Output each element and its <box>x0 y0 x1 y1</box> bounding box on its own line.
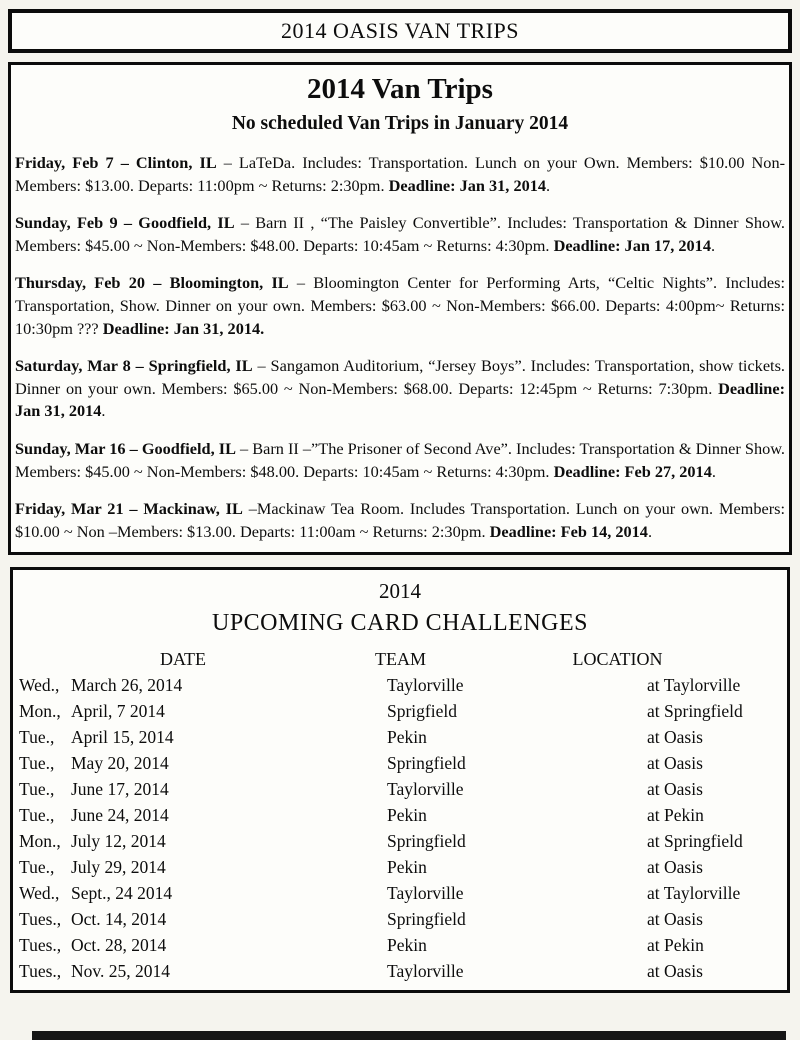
cell-date: Sept., 24 2014 <box>71 882 173 903</box>
cell-location: at Springfield <box>647 830 743 851</box>
table-row <box>13 958 787 984</box>
cell-team: Pekin <box>387 856 427 877</box>
trip-entry <box>15 152 785 197</box>
trip-deadline: Deadline: Feb 14, 2014 <box>489 521 648 541</box>
cell-date: March 26, 2014 <box>71 674 183 695</box>
trip-tail: . <box>647 521 653 541</box>
cell-date: June 17, 2014 <box>71 778 169 799</box>
cell-date: Oct. 14, 2014 <box>71 908 167 929</box>
cell-team: Springfield <box>387 908 466 929</box>
card-challenges-section <box>10 567 790 993</box>
card-challenges-year: 2014 <box>379 579 421 604</box>
trip-entry <box>15 272 785 340</box>
cell-location: at Oasis <box>647 752 703 773</box>
cell-day: Tue., <box>19 726 55 747</box>
trip-entry <box>15 355 785 423</box>
cell-team: Pekin <box>387 804 427 825</box>
cell-date: Oct. 28, 2014 <box>71 934 167 955</box>
trip-tail: . <box>710 235 716 255</box>
van-trips-title: 2014 Van Trips <box>307 73 493 105</box>
cell-team: Springfield <box>387 752 466 773</box>
trip-entry <box>15 438 785 483</box>
page-banner <box>8 9 792 53</box>
cell-date: July 29, 2014 <box>71 856 166 877</box>
card-challenges-rows <box>13 672 787 984</box>
cut-off-next-box-top-border <box>32 1031 786 1040</box>
cell-team: Taylorville <box>387 882 464 903</box>
van-trips-subtitle: No scheduled Van Trips in January 2014 <box>231 113 569 134</box>
trip-lead: Saturday, Mar 8 – Springfield, IL <box>15 356 253 376</box>
trip-lead: Sunday, Feb 9 – Goodfield, IL <box>15 213 235 233</box>
trip-body: – LaTeDa. Includes: Transportation. Lunch on your Own. Members: $10.00 Non-Members: $13.00. Departs: 11:00pm ~ Returns: 2:30pm. <box>15 153 786 195</box>
cell-team: Taylorville <box>387 960 464 981</box>
trip-deadline: Deadline: Jan 31, 2014 <box>15 378 785 421</box>
cell-day: Tue., <box>19 752 55 773</box>
banner-title: 2014 OASIS VAN TRIPS <box>280 18 519 43</box>
table-row <box>13 724 787 750</box>
cell-location: at Oasis <box>647 908 703 929</box>
cell-location: at Pekin <box>647 804 704 825</box>
cell-location: at Oasis <box>647 778 703 799</box>
cell-location: at Oasis <box>647 960 703 981</box>
cell-day: Wed., <box>19 674 60 695</box>
cell-location: at Pekin <box>647 934 704 955</box>
trip-body: – Barn II , “The Paisley Convertible”. Includes: Transportation & Dinner Show. Members: $45.00 ~ Non-Members: $48.00. Departs: 10:45am ~ Returns: 4:30pm. <box>15 213 785 255</box>
table-row <box>13 802 787 828</box>
trip-entry <box>15 212 785 257</box>
cell-day: Mon., <box>19 830 61 851</box>
cell-date: April 15, 2014 <box>71 726 174 747</box>
cell-day: Tue., <box>19 804 55 825</box>
cell-date: May 20, 2014 <box>71 752 169 773</box>
cell-day: Wed., <box>19 882 60 903</box>
column-header-team: TEAM <box>375 648 426 669</box>
trip-body: – Bloomington Center for Performing Arts, “Celtic Nights”. Includes: Transportation, Show. Dinner on your own. Members: $63.00 ~ Non-Members: $66.00. Departs: 4:00pm~ Returns: 10:30pm ??? <box>15 273 785 338</box>
cell-location: at Oasis <box>647 856 703 877</box>
trip-deadline: Deadline: Jan 17, 2014 <box>553 235 711 255</box>
cell-location: at Taylorville <box>647 674 741 695</box>
table-row <box>13 828 787 854</box>
trip-body: – Barn II –”The Prisoner of Second Ave”. Includes: Transportation & Dinner Show. Members: $45.00 ~ Non-Members: $48.00. Departs: 10:45am ~ Returns: 4:30pm. <box>15 438 785 481</box>
trip-tail: . <box>546 175 551 195</box>
trip-lead: Thursday, Feb 20 – Bloomington, IL <box>15 273 289 293</box>
table-row <box>13 932 787 958</box>
trip-tail: . <box>711 461 716 481</box>
cell-team: Pekin <box>387 934 427 955</box>
cell-day: Tues., <box>19 934 62 955</box>
cell-day: Tues., <box>19 960 62 981</box>
van-trips-section <box>8 62 792 555</box>
table-row <box>13 906 787 932</box>
trip-deadline: Deadline: Feb 27, 2014 <box>553 461 712 481</box>
cell-date: April, 7 2014 <box>71 700 165 721</box>
trip-body: –Mackinaw Tea Room. Includes Transportation. Lunch on your own. Members: $10.00 ~ Non –Members: $13.00. Departs: 11:00am ~ Returns: 2:30pm. <box>15 499 785 541</box>
cell-date: July 12, 2014 <box>71 830 166 851</box>
cell-date: Nov. 25, 2014 <box>71 960 171 981</box>
table-row <box>13 698 787 724</box>
trip-deadline: Deadline: Jan 31, 2014 <box>388 175 547 195</box>
trip-entry <box>15 498 785 543</box>
cell-team: Taylorville <box>387 778 464 799</box>
cell-day: Tues., <box>19 908 62 929</box>
column-header-date: DATE <box>160 648 206 669</box>
cell-team: Springfield <box>387 830 466 851</box>
trip-list <box>15 152 785 543</box>
cell-team: Pekin <box>387 726 427 747</box>
cell-day: Mon., <box>19 700 61 721</box>
table-row <box>13 672 787 698</box>
card-challenges-header-row <box>13 646 787 672</box>
cell-location: at Taylorville <box>647 882 741 903</box>
trip-tail: . <box>101 401 106 421</box>
trip-lead: Sunday, Mar 16 – Goodfield, IL <box>15 438 236 458</box>
cell-day: Tue., <box>19 856 55 877</box>
trip-body: – Sangamon Auditorium, “Jersey Boys”. Includes: Transportation, show tickets. Dinner on your own. Members: $65.00 ~ Non-Members: $68.00. Departs: 12:45pm ~ Returns: 7:30pm. <box>15 356 785 398</box>
column-header-location: LOCATION <box>572 648 663 669</box>
table-row <box>13 880 787 906</box>
cell-team: Sprigfield <box>387 700 457 721</box>
cell-day: Tue., <box>19 778 55 799</box>
cell-date: June 24, 2014 <box>71 804 169 825</box>
table-row <box>13 854 787 880</box>
trip-deadline: Deadline: Jan 31, 2014. <box>102 318 265 338</box>
cell-team: Taylorville <box>387 674 464 695</box>
card-challenges-title: UPCOMING CARD CHALLENGES <box>211 610 589 637</box>
cell-location: at Oasis <box>647 726 703 747</box>
trip-lead: Friday, Mar 21 – Mackinaw, IL <box>15 499 243 519</box>
trip-lead: Friday, Feb 7 – Clinton, IL <box>15 153 217 172</box>
cell-location: at Springfield <box>647 700 743 721</box>
table-row <box>13 776 787 802</box>
table-row <box>13 750 787 776</box>
